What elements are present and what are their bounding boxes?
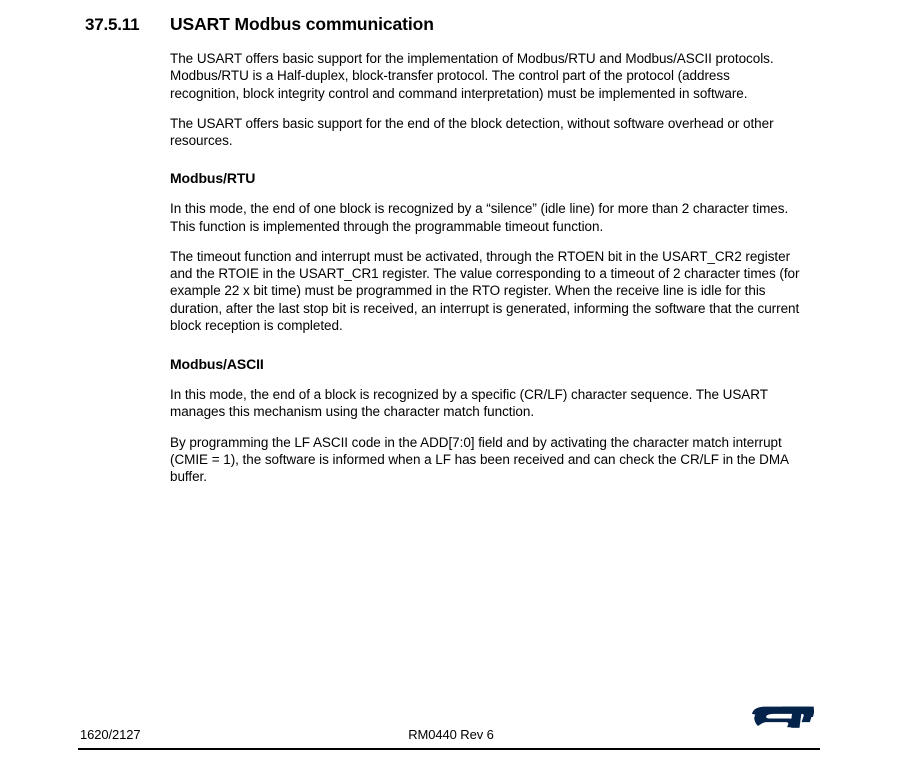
footer-divider <box>78 748 820 750</box>
paragraph: By programming the LF ASCII code in the ADD[7:0] field and by activating the character match interrupt (CMIE = 1), the software is informed when a LF has been received and can check the CR/LF in the DMA buffer. <box>170 434 789 485</box>
subheading-modbus-ascii: Modbus/ASCII <box>170 356 264 373</box>
body-content <box>170 50 800 499</box>
section-number: 37.5.11 <box>85 15 140 34</box>
paragraph: The USART offers basic support for the implementation of Modbus/RTU and Modbus/ASCII protocols. Modbus/RTU is a Half-duplex, block-transfer protocol. The control part of the protocol (address recognition, block integrity control and command interpretation) must be implemented in software. <box>170 51 774 101</box>
paragraph: The USART offers basic support for the end of the block detection, without software overhead or other resources. <box>170 115 774 149</box>
page-title: USART Modbus communication <box>170 14 434 34</box>
subheading-modbus-rtu: Modbus/RTU <box>170 170 256 187</box>
paragraph: In this mode, the end of a block is recognized by a specific (CR/LF) character sequence. The USART manages this mechanism using the character match function. <box>170 387 768 420</box>
paragraph: The timeout function and interrupt must be activated, through the RTOEN bit in the USART_CR2 register and the RTOIE in the USART_CR1 register. The value corresponding to a timeout of 2 character times (for example 22 x bit time) must be programmed in the RTO register. When the receive line is idle for this duration, after the last stop bit is received, an interrupt is generated, informing the software that the current block reception is completed. <box>170 248 800 334</box>
section-heading <box>0 14 902 35</box>
footer-document-title: RM0440 Rev 6 <box>408 727 494 742</box>
page-footer <box>0 722 902 782</box>
footer-page-number: 1620/2127 <box>80 727 141 742</box>
paragraph: In this mode, the end of one block is recognized by a “silence” (idle line) for more than 2 character times. This function is implemented through the programmable timeout function. <box>170 201 789 234</box>
